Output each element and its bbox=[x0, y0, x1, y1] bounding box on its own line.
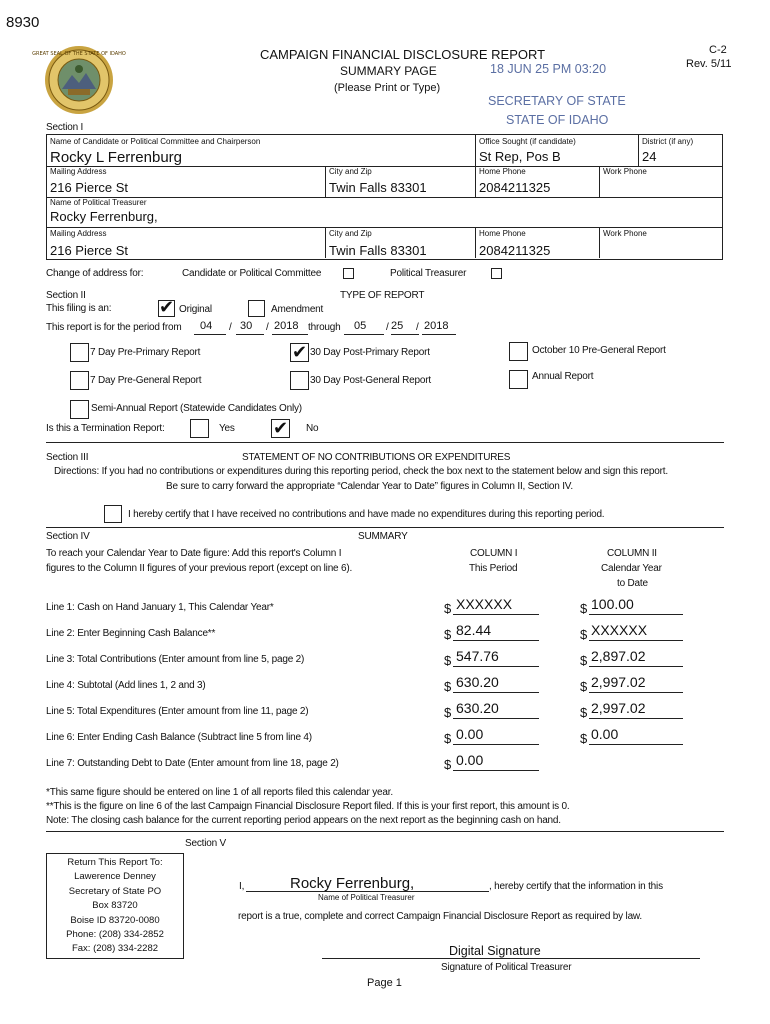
district-label: District (if any) bbox=[642, 137, 694, 146]
document-number: 8930 bbox=[6, 14, 40, 31]
period-label: This report is for the period from bbox=[46, 322, 182, 333]
form-code: C-2 bbox=[709, 44, 727, 56]
column-1-amount-field[interactable]: 0.00 bbox=[453, 752, 539, 771]
column-2-amount-field[interactable]: XXXXXX bbox=[589, 622, 683, 641]
section-3-directions: Directions: If you had no contributions or expenditures during this reporting period, check the box next to the statement below and sign this report. bbox=[54, 466, 668, 477]
section-4-label: Section IV bbox=[46, 531, 90, 542]
currency-symbol: $ bbox=[444, 679, 452, 694]
treasurer-mailing-label: Mailing Address bbox=[50, 229, 107, 238]
change-candidate-label: Candidate or Political Committee bbox=[182, 268, 322, 279]
summary-line-label: Line 7: Outstanding Debt to Date (Enter amount from line 18, page 2) bbox=[46, 758, 339, 769]
annual-report-label: Annual Report bbox=[532, 371, 594, 382]
form-revision: Rev. 5/11 bbox=[686, 58, 732, 70]
return-address-line: Phone: (208) 334-2852 bbox=[66, 929, 164, 941]
home-phone-label: Home Phone bbox=[479, 167, 526, 176]
from-year-field[interactable]: 2018 bbox=[272, 320, 308, 335]
pre-general-label: 7 Day Pre-General Report bbox=[90, 375, 202, 386]
annual-report-checkbox[interactable] bbox=[509, 370, 528, 389]
column-2-subheading: Calendar Year bbox=[601, 563, 662, 574]
treasurer-name-field[interactable]: Rocky Ferrenburg, bbox=[50, 209, 158, 224]
column-2-amount-field[interactable]: 2,997.02 bbox=[589, 700, 683, 719]
column-1-heading: COLUMN I bbox=[470, 548, 518, 559]
section-3-label: Section III bbox=[46, 452, 89, 463]
no-contributions-statement: I hereby certify that I have received no contributions and have made no expenditures during this reporting period. bbox=[128, 509, 605, 520]
treasurer-name-caption: Name of Political Treasurer bbox=[318, 893, 415, 902]
section-divider bbox=[46, 831, 724, 832]
check-mark-icon: ✔ bbox=[272, 418, 289, 438]
section-3-title: STATEMENT OF NO CONTRIBUTIONS OR EXPENDITURES bbox=[242, 452, 511, 463]
column-2-subheading-2: to Date bbox=[617, 578, 648, 589]
currency-symbol: $ bbox=[580, 705, 588, 720]
return-address bbox=[47, 856, 183, 957]
type-of-report-title: TYPE OF REPORT bbox=[340, 290, 425, 301]
currency-symbol: $ bbox=[580, 627, 588, 642]
return-address-line: Boise ID 83720-0080 bbox=[70, 914, 160, 926]
treasurer-work-phone-label: Work Phone bbox=[603, 229, 647, 238]
work-phone-field[interactable] bbox=[603, 180, 718, 194]
return-address-box bbox=[46, 853, 184, 959]
office-label: Office Sought (if candidate) bbox=[479, 137, 576, 146]
summary-line-label: Line 3: Total Contributions (Enter amount from line 5, page 2) bbox=[46, 654, 305, 665]
pre-primary-checkbox[interactable] bbox=[70, 343, 89, 362]
to-year-field[interactable]: 2018 bbox=[422, 320, 456, 335]
treasurer-signature-name-field[interactable]: Rocky Ferrenburg, bbox=[246, 876, 489, 892]
currency-symbol: $ bbox=[444, 627, 452, 642]
section-2-label: Section II bbox=[46, 290, 86, 301]
treasurer-city-zip-label: City and Zip bbox=[329, 229, 372, 238]
received-stamp-line1: SECRETARY OF STATE bbox=[488, 94, 626, 108]
summary-title: SUMMARY bbox=[358, 531, 408, 542]
date-separator: / bbox=[266, 322, 269, 333]
section-1-label: Section I bbox=[46, 122, 84, 133]
currency-symbol: $ bbox=[444, 601, 452, 616]
from-day-field[interactable]: 30 bbox=[236, 320, 264, 335]
from-month-field[interactable]: 04 bbox=[194, 320, 226, 335]
signature-line bbox=[322, 958, 700, 959]
section-divider bbox=[46, 527, 724, 528]
semi-annual-checkbox[interactable] bbox=[70, 400, 89, 419]
digital-signature[interactable]: Digital Signature bbox=[449, 944, 541, 958]
change-candidate-checkbox[interactable] bbox=[343, 268, 354, 279]
treasurer-name-label: Name of Political Treasurer bbox=[50, 198, 147, 207]
column-1-subheading: This Period bbox=[469, 563, 518, 574]
amendment-checkbox[interactable] bbox=[248, 300, 265, 317]
summary-line-label: Line 5: Total Expenditures (Enter amount from line 11, page 2) bbox=[46, 706, 309, 717]
column-1-amount-field[interactable]: 82.44 bbox=[453, 622, 539, 641]
post-general-checkbox[interactable] bbox=[290, 371, 309, 390]
footnote-1: *This same figure should be entered on line 1 of all reports filed this calendar year. bbox=[46, 787, 393, 798]
original-label: Original bbox=[179, 304, 212, 315]
pre-general-checkbox[interactable] bbox=[70, 371, 89, 390]
termination-no-label: No bbox=[306, 423, 319, 434]
return-address-line: Fax: (208) 334-2282 bbox=[71, 943, 159, 955]
return-address-line: Secretary of State PO bbox=[68, 885, 162, 897]
amendment-label: Amendment bbox=[271, 304, 324, 315]
check-mark-icon: ✔ bbox=[291, 342, 308, 362]
change-treasurer-label: Political Treasurer bbox=[390, 268, 467, 279]
currency-symbol: $ bbox=[580, 653, 588, 668]
summary-intro: To reach your Calendar Year to Date figure: Add this report's Column I bbox=[46, 548, 342, 559]
received-stamp-line2: STATE OF IDAHO bbox=[506, 113, 609, 127]
form-subtitle: SUMMARY PAGE bbox=[340, 64, 437, 78]
treasurer-work-phone-field[interactable] bbox=[603, 243, 718, 257]
section-3-directions-2: Be sure to carry forward the appropriate “Calendar Year to Date” figures in Column II, Section IV. bbox=[166, 481, 573, 492]
certify-statement: , hereby certify that the information in this bbox=[489, 881, 663, 892]
treasurer-home-phone-field[interactable]: 2084211325 bbox=[479, 243, 551, 258]
district-field[interactable]: 24 bbox=[642, 149, 657, 164]
received-stamp-datetime: 18 JUN 25 PM 03:20 bbox=[490, 62, 607, 76]
city-zip-label: City and Zip bbox=[329, 167, 372, 176]
change-address-label: Change of address for: bbox=[46, 268, 144, 279]
work-phone-label: Work Phone bbox=[603, 167, 647, 176]
seal-text: GREAT SEAL OF THE STATE OF IDAHO bbox=[32, 51, 126, 57]
column-2-amount-field[interactable]: 0.00 bbox=[589, 726, 683, 745]
column-1-amount-field[interactable]: XXXXXX bbox=[453, 596, 539, 615]
termination-label: Is this a Termination Report: bbox=[46, 423, 165, 434]
termination-yes-label: Yes bbox=[219, 423, 235, 434]
treasurer-mailing-field[interactable]: 216 Pierce St bbox=[50, 243, 129, 258]
semi-annual-label: Semi-Annual Report (Statewide Candidates Only) bbox=[91, 403, 302, 414]
column-2-amount-field[interactable]: 2,897.02 bbox=[589, 648, 683, 667]
column-2-amount-field[interactable]: 2,997.02 bbox=[589, 674, 683, 693]
return-address-line: Box 83720 bbox=[92, 900, 138, 912]
currency-symbol: $ bbox=[444, 731, 452, 746]
footnote-3: Note: The closing cash balance for the current reporting period appears on the next report as the beginning cash on hand. bbox=[46, 815, 561, 826]
original-checkbox[interactable] bbox=[158, 297, 175, 317]
column-2-amount-field[interactable]: 100.00 bbox=[589, 596, 683, 615]
date-separator: / bbox=[386, 322, 389, 333]
summary-line-label: Line 6: Enter Ending Cash Balance (Subtract line 5 from line 4) bbox=[46, 732, 312, 743]
footnote-2: **This is the figure on line 6 of the last Campaign Financial Disclosure Report filed. If this is your first report, this amount is 0. bbox=[46, 801, 570, 812]
currency-symbol: $ bbox=[444, 705, 452, 720]
summary-line-label: Line 2: Enter Beginning Cash Balance** bbox=[46, 628, 216, 639]
office-field[interactable]: St Rep, Pos B bbox=[479, 149, 561, 164]
form-title: CAMPAIGN FINANCIAL DISCLOSURE REPORT bbox=[260, 47, 546, 62]
print-instructions: (Please Print or Type) bbox=[334, 82, 441, 94]
post-primary-label: 30 Day Post-Primary Report bbox=[310, 347, 430, 358]
through-label: through bbox=[308, 322, 341, 333]
page-number: Page 1 bbox=[367, 977, 402, 989]
certify-statement-2: report is a true, complete and correct Campaign Financial Disclosure Report as required by law. bbox=[238, 911, 642, 922]
mailing-address-field[interactable]: 216 Pierce St bbox=[50, 180, 129, 195]
summary-line-label: Line 4: Subtotal (Add lines 1, 2 and 3) bbox=[46, 680, 206, 691]
candidate-name-field[interactable]: Rocky L Ferrenburg bbox=[50, 149, 182, 166]
return-address-line: Lawerence Denney bbox=[74, 871, 156, 883]
currency-symbol: $ bbox=[580, 731, 588, 746]
termination-yes-checkbox[interactable] bbox=[190, 419, 209, 438]
currency-symbol: $ bbox=[580, 601, 588, 616]
column-2-heading: COLUMN II bbox=[607, 548, 657, 559]
treasurer-city-zip-field[interactable]: Twin Falls 83301 bbox=[329, 243, 427, 258]
check-mark-icon: ✔ bbox=[159, 297, 175, 317]
date-separator: / bbox=[416, 322, 419, 333]
summary-line-label: Line 1: Cash on Hand January 1, This Calendar Year* bbox=[46, 602, 274, 613]
october-pre-general-checkbox[interactable] bbox=[509, 342, 528, 361]
candidate-name-label: Name of Candidate or Political Committee and Chairperson bbox=[50, 137, 261, 146]
city-zip-field[interactable]: Twin Falls 83301 bbox=[329, 180, 427, 195]
treasurer-home-phone-label: Home Phone bbox=[479, 229, 526, 238]
change-treasurer-checkbox[interactable] bbox=[491, 268, 502, 279]
october-pre-general-label: October 10 Pre-General Report bbox=[532, 345, 666, 356]
post-primary-checkbox[interactable] bbox=[290, 343, 309, 362]
section-5-label: Section V bbox=[185, 838, 227, 849]
date-separator: / bbox=[229, 322, 232, 333]
no-contributions-checkbox[interactable] bbox=[104, 505, 122, 523]
to-month-field[interactable]: 05 bbox=[344, 320, 384, 335]
currency-symbol: $ bbox=[444, 757, 452, 772]
column-1-amount-field[interactable]: 630.20 bbox=[453, 700, 539, 719]
signature-caption: Signature of Political Treasurer bbox=[441, 962, 572, 973]
home-phone-field[interactable]: 2084211325 bbox=[479, 180, 551, 195]
to-day-field[interactable]: 25 bbox=[391, 320, 419, 335]
column-1-amount-field[interactable]: 630.20 bbox=[453, 674, 539, 693]
mailing-address-label: Mailing Address bbox=[50, 167, 107, 176]
summary-intro-2: figures to the Column II figures of your previous report (except on line 6). bbox=[46, 563, 353, 574]
column-1-amount-field[interactable]: 547.76 bbox=[453, 648, 539, 667]
termination-no-checkbox[interactable] bbox=[271, 419, 290, 438]
return-address-line: Return This Report To: bbox=[67, 857, 163, 868]
idaho-seal bbox=[32, 45, 126, 115]
filing-type-label: This filing is an: bbox=[46, 303, 112, 314]
column-1-amount-field[interactable]: 0.00 bbox=[453, 726, 539, 745]
currency-symbol: $ bbox=[580, 679, 588, 694]
pre-primary-label: 7 Day Pre-Primary Report bbox=[90, 347, 201, 358]
certify-i-label: I, bbox=[239, 881, 245, 892]
currency-symbol: $ bbox=[444, 653, 452, 668]
section-divider bbox=[46, 442, 724, 443]
post-general-label: 30 Day Post-General Report bbox=[310, 375, 431, 386]
